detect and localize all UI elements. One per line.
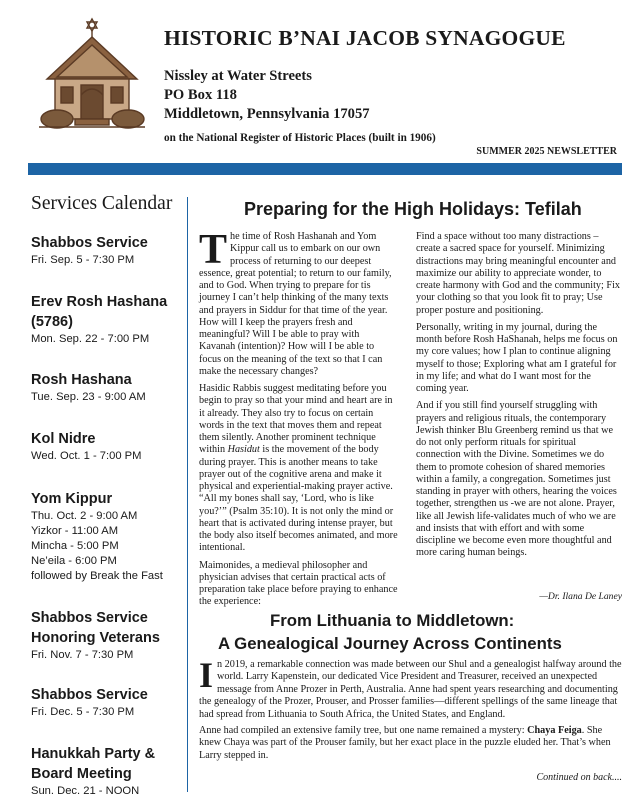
article-body [199,655,622,766]
article-paragraph [199,227,398,378]
article-paragraph [199,725,622,762]
article-paragraph: Maimonides, a medieval philosopher and physician advises that certain practical acts of preparation take place before praying to enhance the experience: [199,559,398,608]
service-time: Tue. Sep. 23 - 9:00 AM [31,391,146,403]
service-item [31,685,189,719]
paragraph-text: is the movement of the body during prayer. This is another means to take prayer out of the cognitive arena and make it physical and experiential-making prayer active. “All my bones shall say, ‘Lord, who is like you?’” (Psalm 35:10). It is not only the mind or heart that is activated during intense prayer, but the body also itself becomes animated, and more intentional. [199,444,398,554]
column-divider [187,197,188,792]
article-paragraph: Personally, writing in my journal, during the month before Rosh HaShanah, helps me focus on my core values; how I plan to continue aligning myself to those; Exploring what am I grateful for in my life; and what do I want most for the coming year. [416,321,618,394]
service-name: Rosh Hashana [31,372,132,388]
article-title: From Lithuania to Middletown: [270,611,515,630]
service-time: Mon. Sep. 22 - 7:00 PM [31,333,150,345]
article-paragraph [199,383,398,555]
service-name: Yom Kippur [31,491,113,507]
address-street: Nissley at Water Streets [164,68,312,84]
service-time: Yizkor - 11:00 AM [31,525,119,537]
paragraph-text: Hasidic Rabbis suggest meditating before you begin to pray so that your mind and heart are in it already. They also try to focus on certain words in the text that moves them and repeat them silently. Another prominent technique within [199,383,393,456]
highlight-name: Chaya Feiga [527,725,582,737]
service-time: Thu. Oct. 2 - 9:00 AM [31,510,138,522]
service-item [31,292,189,346]
service-name: Hanukkah Party & Board Meeting [31,746,156,782]
paragraph-text: . She knew Chaya was part of the Prouser family, but her exact place in the puzzle eluded her. That’s when Larry stepped in. [199,725,611,761]
service-time: Fri. Sep. 5 - 7:30 PM [31,254,135,266]
article-subtitle: A Genealogical Journey Across Continents [218,634,562,653]
drop-cap: I [199,655,214,695]
services-calendar-title: Services Calendar [31,193,173,214]
service-item [31,429,189,463]
header-divider-bar [28,163,622,175]
service-note: followed by Break the Fast [31,570,163,582]
address-city: Middletown, Pennsylvania 17057 [164,106,370,122]
article-paragraph [199,655,622,721]
service-item [31,744,189,798]
service-time: Mincha - 5:00 PM [31,540,119,552]
service-time: Sun. Dec. 21 - NOON [31,785,140,797]
article-byline: —Dr. Ilana De Laney [539,591,622,602]
address-po-box: PO Box 118 [164,87,237,103]
newsletter-title: HISTORIC B’NAI JACOB SYNAGOGUE [164,26,566,50]
continued-note: Continued on back.... [536,772,622,783]
service-time: Wed. Oct. 1 - 7:00 PM [31,450,142,462]
paragraph-text: he time of Rosh Hashanah and Yom Kippur call us to embark on our own process of returning to our deepest essence, great potential; to return to our family, and to God. When trying to prepare for tis journey I can’t help thinking of the many texts and prayers in Siddur for that time of the year. How will I keep the prayers fresh and meaningful? Will I be able to pray with Kavanah (intention)? How will I be able to focus on the meaning of the text so that I can make the necessary changes? [199,231,392,377]
service-time: Ne’eila - 6:00 PM [31,555,117,567]
service-item [31,608,189,662]
service-name: Shabbos Service [31,235,148,251]
article-title: Preparing for the High Holidays: Tefilah [244,199,582,219]
drop-cap: T [199,227,228,273]
service-item [31,370,189,404]
service-name: Kol Nidre [31,431,96,447]
emphasis-text: Hasidut [227,444,260,456]
service-item [31,233,189,267]
services-calendar [31,193,181,797]
service-name: Shabbos Service [31,687,148,703]
synagogue-logo [35,15,150,135]
service-time: Fri. Nov. 7 - 7:30 PM [31,649,134,661]
paragraph-text: Anne had compiled an extensive family tree, but one name remained a mystery: [199,725,528,737]
register-note: on the National Register of Historic Places (built in 1906) [164,132,436,144]
article-column-right [416,231,622,565]
article-column-left [199,227,398,614]
service-name: Erev Rosh Hashana (5786) [31,294,168,330]
edition-label: SUMMER 2025 NEWSLETTER [476,146,617,157]
service-time: Fri. Dec. 5 - 7:30 PM [31,706,135,718]
article-paragraph: Find a space without too many distractions – create a sacred space for yourself. Minimizing distractions may bring meaningful encounter and maximize our ability to appreciate wonder, to create harmony with God and the community; Fix your clothing so that you look fit to pray; Use proper posture and positioning. [416,231,620,316]
article-paragraph: And if you still find yourself struggling with prayers and religious rituals, the contemporary Jewish thinker Blu Greenberg remind us that we do not only perform rituals for spiritual connection with the Divine. Sometimes we do them to promote cohesion of shared memories within a family, a congregation. Sometimes just standing in prayer with others, hearing the voices together, strengthen us -we are not alone. Prayer, like all Jewish life-validates much of who we are and insists that with effort and with some discipline we become even more thoughtful and more caring human beings. [416,400,617,559]
paragraph-text: n 2019, a remarkable connection was made between our Shul and a genealogist halfway around the world. Larry Kapenstein, our dedicated Vice President and Treasurer, received an unexpected message from Anne Prozer in Perth, Australia. Anne had spent years researching and documenting the genealogy of the Prozer, Prouser, and Prosser families—different spellings of the same lineage that had spread from Lithuania to South Africa, the United States, and England. [199,659,622,720]
service-name: Shabbos Service Honoring Veterans [31,610,160,646]
service-item [31,489,189,584]
